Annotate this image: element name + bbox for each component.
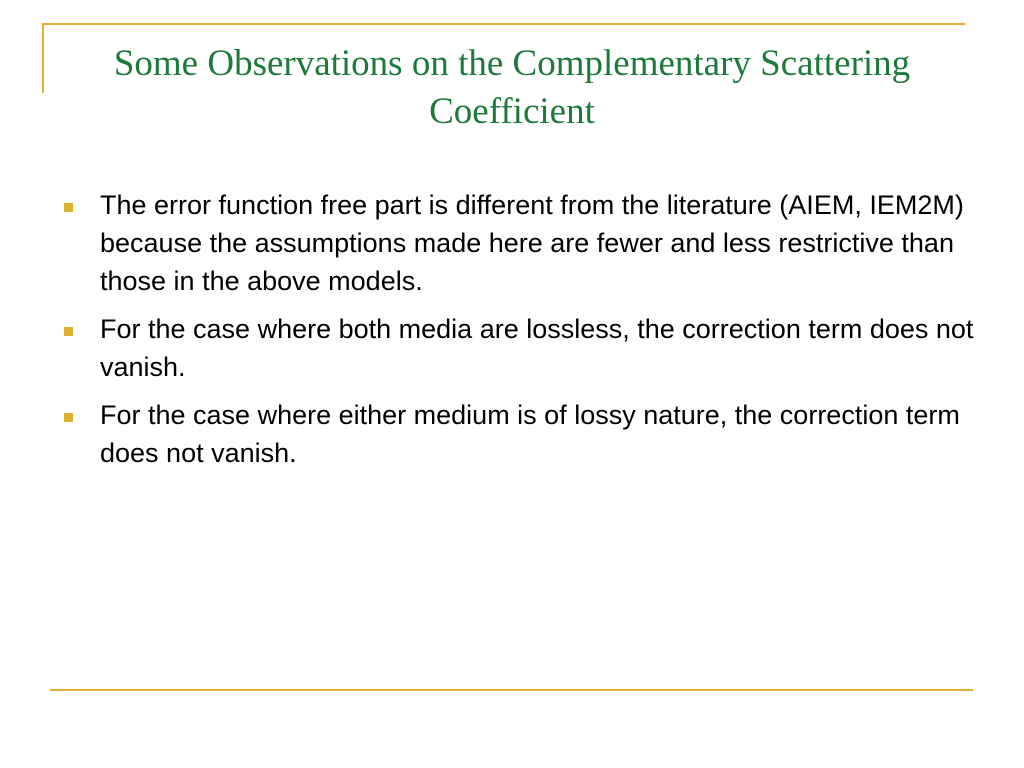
bullet-item <box>60 310 990 386</box>
top-rule-divider <box>42 23 965 25</box>
slide-title: Some Observations on the Complementary Scattering Coefficient <box>113 43 911 132</box>
bullet-text: For the case where both media are lossless, the correction term does not vanish. <box>100 314 974 382</box>
bullet-item <box>60 186 990 300</box>
bullet-text: The error function free part is different from the literature (AIEM, IEM2M) because the assumptions made here are fewer and less restrictive than those in the above models. <box>100 190 964 296</box>
bullet-item <box>60 396 990 472</box>
bullet-text: For the case where either medium is of lossy nature, the correction term does not vanish. <box>100 400 960 468</box>
square-bullet-icon <box>64 413 73 422</box>
square-bullet-icon <box>64 327 73 336</box>
bottom-rule-divider <box>50 689 973 691</box>
bullet-list <box>60 186 990 482</box>
square-bullet-icon <box>64 203 73 212</box>
